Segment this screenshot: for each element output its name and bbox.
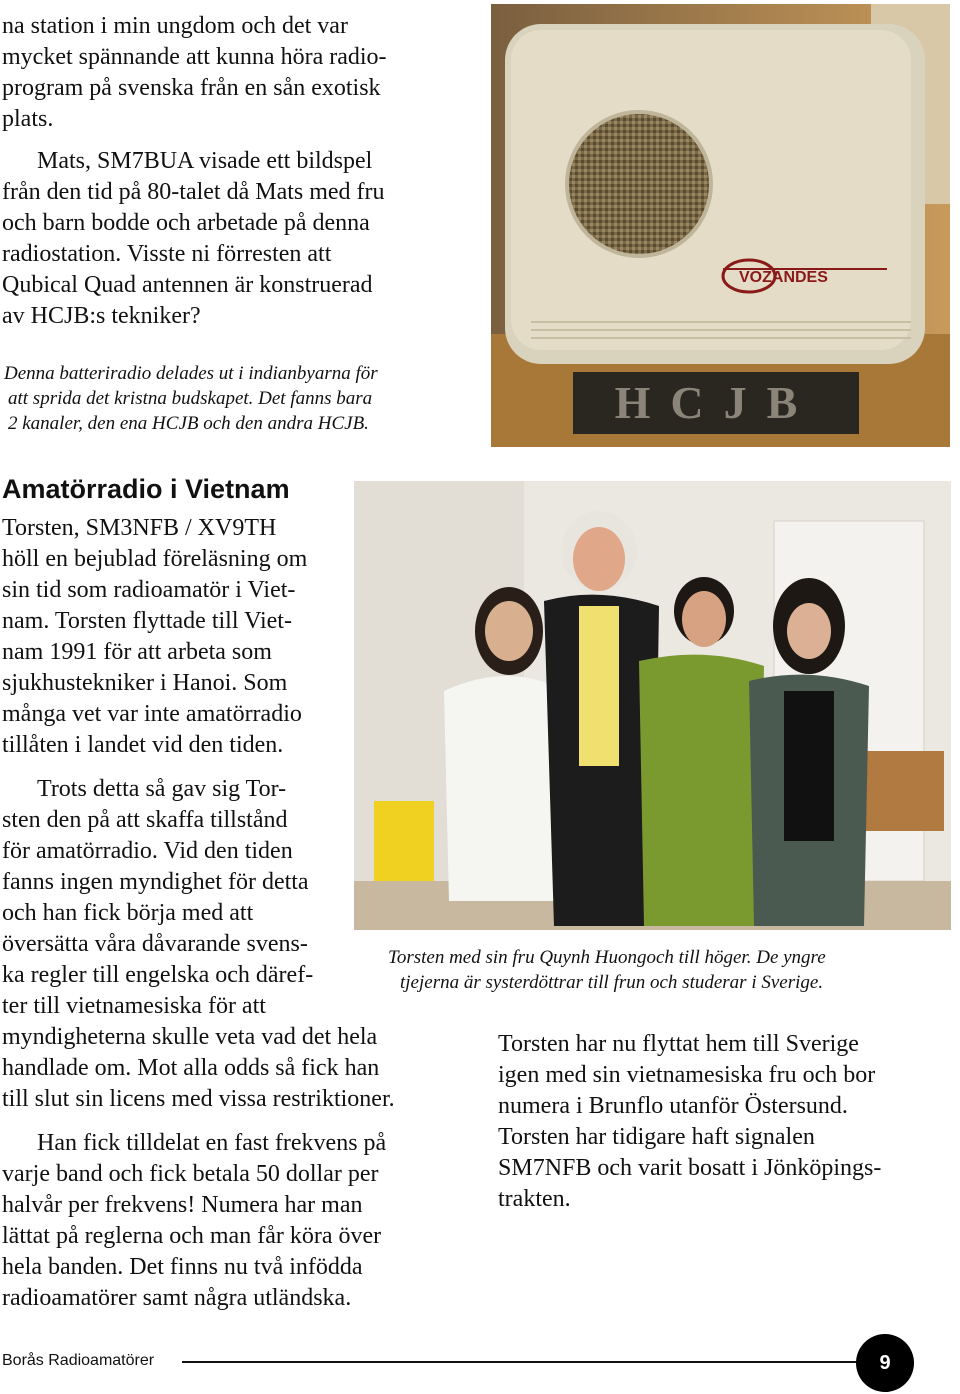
text-line: nam. Torsten flyttade till Viet- [2,608,292,634]
text-line: handlade om. Mot alla odds så fick han [2,1055,380,1081]
footer-rule [182,1361,872,1363]
caption-line: tjejerna är systerdöttrar till frun och studerar i Sverige. [400,972,824,993]
text-line: Mats, SM7BUA visade ett bildspel [37,148,373,174]
text-line: översätta våra dåvarande svens- [2,931,308,957]
text-line: mycket spännande att kunna höra radio- [2,44,387,70]
page-number: 9 [856,1334,914,1392]
text-line: fanns ingen myndighet för detta [2,869,309,895]
text-line: sten den på att skaffa tillstånd [2,807,288,833]
text-line: höll en bejublad föreläsning om [2,546,308,572]
text-line: radiostation. Visste ni förresten att [2,241,332,267]
svg-text:HCJB: HCJB [614,377,818,428]
text-line: av HCJB:s tekniker? [2,303,201,329]
text-line: för amatörradio. Vid den tiden [2,838,293,864]
text-line: program på svenska från en sån exotisk [2,75,381,101]
text-line: igen med sin vietnamesiska fru och bor [498,1062,876,1088]
group-illustration [354,481,951,930]
text-line: Torsten har nu flyttat hem till Sverige [498,1031,859,1057]
text-line: nam 1991 för att arbeta som [2,639,272,665]
section-heading: Amatörradio i Vietnam [2,474,290,504]
text-line: från den tid på 80-talet då Mats med fru [2,179,385,205]
text-line: sjukhustekniker i Hanoi. Som [2,670,288,696]
text-line: Qubical Quad antennen är konstruerad [2,272,373,298]
text-line: sin tid som radioamatör i Viet- [2,577,296,603]
text-line: ter till vietnamesiska för att [2,993,266,1019]
text-line: hela banden. Det finns nu två infödda [2,1254,363,1280]
text-line: na station i min ungdom och det var [2,13,348,39]
caption-line: att sprida det kristna budskapet. Det fanns bara [8,388,373,409]
caption-line: 2 kanaler, den ena HCJB och den andra HCJB. [8,413,369,434]
text-line: tillåten i landet vid den tiden. [2,732,284,758]
text-line: radioamatörer samt några utländska. [2,1285,352,1311]
text-line: varje band och fick betala 50 dollar per [2,1161,379,1187]
text-line: Trots detta så gav sig Tor- [37,776,287,802]
text-line: och barn bodde och arbetade på denna [2,210,370,236]
text-line: många vet var inte amatörradio [2,701,302,727]
caption-line: Torsten med sin fru Quynh Huongoch till höger. De yngre [388,947,826,968]
text-line: myndigheterna skulle veta vad det hela [2,1024,378,1050]
text-line: halvår per frekvens! Numera har man [2,1192,363,1218]
text-line: lättat på reglerna och man får köra över [2,1223,382,1249]
text-line: SM7NFB och varit bosatt i Jönköpings- [498,1155,882,1181]
text-line: Han fick tilldelat en fast frekvens på [37,1130,387,1156]
text-line: numera i Brunflo utanför Östersund. [498,1093,848,1119]
text-line: trakten. [498,1186,571,1212]
text-line: plats. [2,106,54,132]
caption-line: Denna batteriradio delades ut i indianbyarna för [4,363,378,384]
text-line: Torsten, SM3NFB / XV9TH [2,515,277,541]
text-line: till slut sin licens med vissa restriktioner. [2,1086,395,1112]
footer-club-name: Borås Radioamatörer [2,1352,155,1369]
text-line: och han fick börja med att [2,900,254,926]
text-line: Torsten har tidigare haft signalen [498,1124,815,1150]
group-photo [354,481,951,930]
svg-text:VOZANDES: VOZANDES [739,269,828,286]
radio-illustration [491,4,950,447]
text-line: ka regler till engelska och däref- [2,962,314,988]
radio-photo [491,4,950,447]
